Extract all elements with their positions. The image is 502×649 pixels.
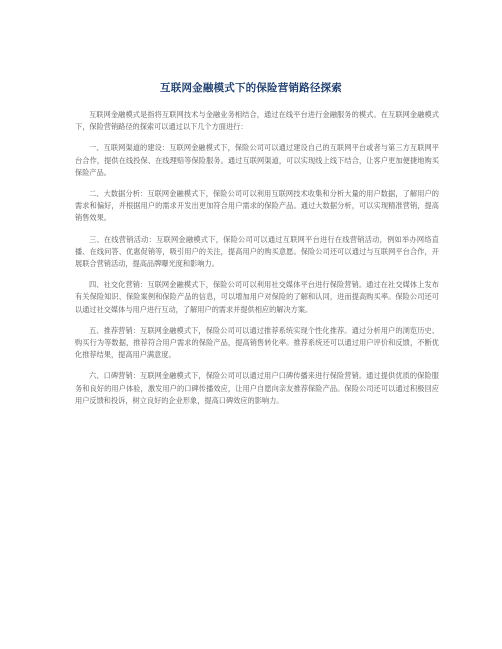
paragraph-online-marketing: 三、在线营销活动：互联网金融模式下，保险公司可以通过互联网平台进行在线营销活动，例如举办网络直播、在线问答、优惠促销等，吸引用户的关注，提高用户的购买意愿。保险公司还可以通过与互联网平台合作，开展联合营销活动，提高品牌曝光度和影响力。: [75, 234, 439, 269]
paragraph-social-marketing: 四、社交化营销：互联网金融模式下，保险公司可以利用社交媒体平台进行保险营销。通过在社交媒体上发布有关保险知识、保险案例和保险产品的信息，可以增加用户对保险的了解和认同，进而提高购买率。保险公司还可以通过社交媒体与用户进行互动，了解用户的需求并提供相应的解决方案。: [75, 280, 439, 314]
paragraph-recommendation: 五、推荐营销：互联网金融模式下，保险公司可以通过推荐系统实现个性化推荐。通过分析用户的浏览历史、购买行为等数据，推荐符合用户需求的保险产品，提高销售转化率。推荐系统还可以通过用户评价和反馈，不断优化推荐结果，提高用户满意度。: [75, 325, 439, 360]
paragraph-word-of-mouth: 六、口碑营销：互联网金融模式下，保险公司可以通过用户口碑传播来进行保险营销。通过提供优质的保险服务和良好的用户体验，激发用户的口碑传播效应，让用户自愿向亲友推荐保险产品。保险公司还可以通过积极回应用户反馈和投诉，树立良好的企业形象，提高口碑效应的影响力。: [75, 371, 439, 405]
document-body: [75, 109, 439, 416]
page-title: 互联网金融模式下的保险营销路径探索: [160, 82, 342, 94]
intro-paragraph: 互联网金融模式是指将互联网技术与金融业务相结合，通过在线平台进行金融服务的模式。在互联网金融模式下，保险营销路径的探索可以通过以下几个方面进行：: [75, 110, 439, 132]
paragraph-big-data: 二、大数据分析：互联网金融模式下，保险公司可以利用互联网技术收集和分析大量的用户数据，了解用户的需求和偏好，并根据用户的需求开发出更加符合用户需求的保险产品。通过大数据分析，可以实现精准营销，提高销售效果。: [75, 189, 439, 223]
paragraph-internet-channel: 一、互联网渠道的建设：互联网金融模式下，保险公司可以通过建设自己的互联网平台或者与第三方互联网平台合作，提供在线投保、在线理赔等保险服务。通过互联网渠道，可以实现线上线下结合，让客户更加便捷地购买保险产品。: [75, 143, 439, 177]
